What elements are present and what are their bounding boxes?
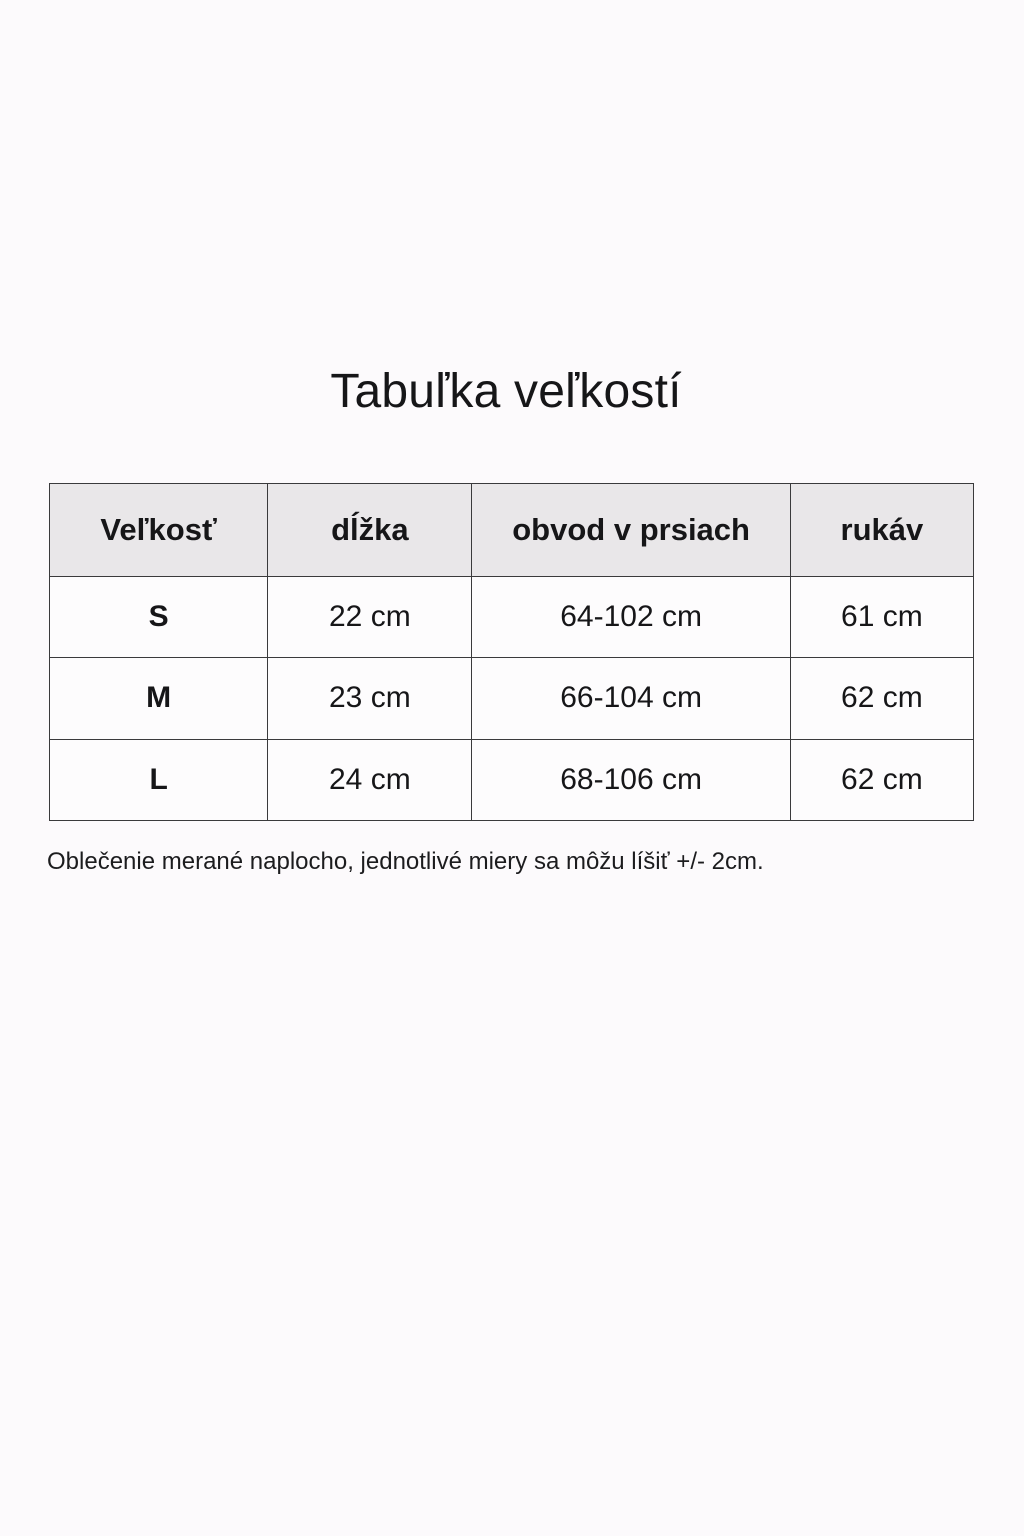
size-cell: L <box>50 739 268 820</box>
sleeve-cell: 61 cm <box>790 577 973 658</box>
size-cell: M <box>50 658 268 739</box>
header-size: Veľkosť <box>50 484 268 577</box>
size-cell: S <box>50 577 268 658</box>
chest-cell: 64-102 cm <box>472 577 790 658</box>
table-row <box>50 739 974 820</box>
header-chest-circumference: obvod v prsiach <box>472 484 790 577</box>
page-title: Tabuľka veľkostí <box>330 365 682 418</box>
measurement-note: Oblečenie merané naplocho, jednotlivé miery sa môžu líšiť +/- 2cm. <box>47 848 764 875</box>
chest-cell: 66-104 cm <box>472 658 790 739</box>
table-row <box>50 577 974 658</box>
size-chart-table <box>49 483 974 821</box>
sleeve-cell: 62 cm <box>790 658 973 739</box>
chest-cell: 68-106 cm <box>472 739 790 820</box>
sleeve-cell: 62 cm <box>790 739 973 820</box>
header-length: dĺžka <box>268 484 472 577</box>
table-row <box>50 658 974 739</box>
table-header-row <box>50 484 974 577</box>
length-cell: 22 cm <box>268 577 472 658</box>
length-cell: 23 cm <box>268 658 472 739</box>
length-cell: 24 cm <box>268 739 472 820</box>
header-sleeve: rukáv <box>790 484 973 577</box>
